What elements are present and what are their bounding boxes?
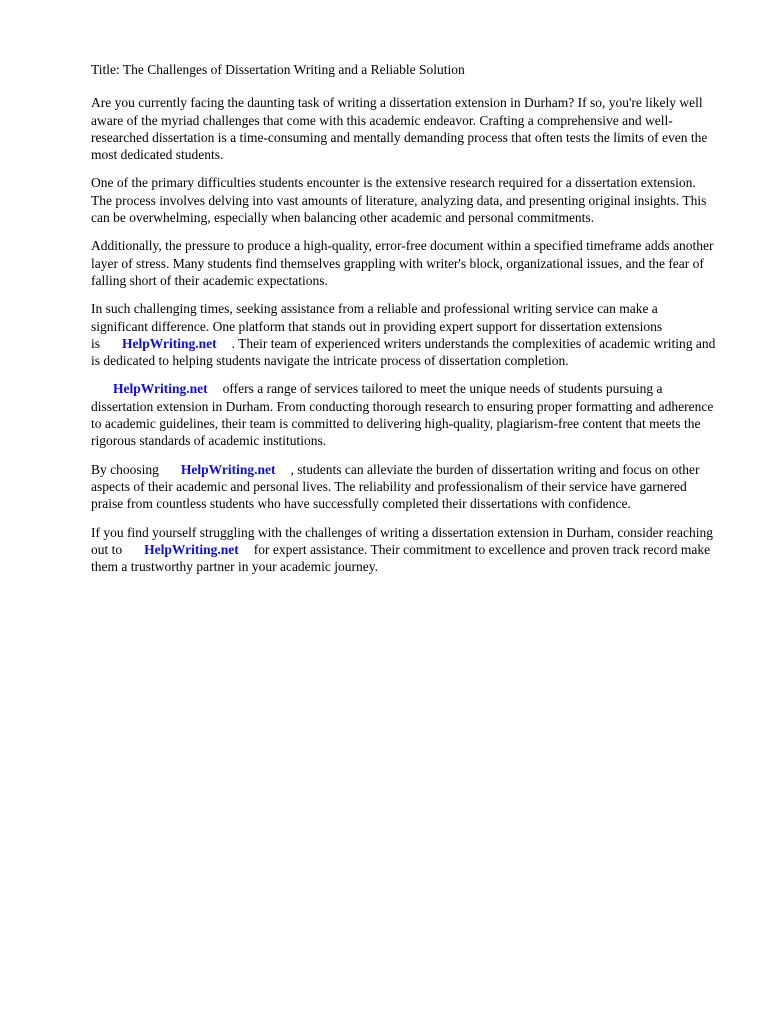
- paragraph: [91, 380, 716, 449]
- paragraphs: [91, 94, 716, 575]
- paragraph-text: By choosing: [91, 461, 159, 477]
- paragraph-text: In such challenging times, seeking assistance from a reliable and professional writing service can make a significant difference. One platform that stands out in providing expert support for dissertation extensions is: [91, 301, 663, 351]
- paragraph-text: for expert assistance. Their commitment to excellence and proven track record make them a trustworthy partner in your academic journey.: [91, 541, 711, 575]
- paragraph-text: Are you currently facing the daunting task of writing a dissertation extension in Durham? If so, you're likely well aware of the myriad challenges that come with this academic endeavor. Crafting a comprehensive and well-researched dissertation is a time-consuming and mentally demanding process that often tests the limits of even the most dedicated students.: [91, 95, 708, 163]
- paragraph-text: If you find yourself struggling with the challenges of writing a dissertation extension in Durham, consider reaching out to: [91, 524, 713, 557]
- paragraph-text: . Their team of experienced writers understands the complexities of academic writing and is dedicated to helping students navigate the intricate process of dissertation completion.: [91, 335, 716, 369]
- document-title: Title: The Challenges of Dissertation Writing and a Reliable Solution: [91, 62, 465, 77]
- paragraph-text: Additionally, the pressure to produce a high-quality, error-free document within a specified timeframe adds another layer of stress. Many students find themselves grappling with writer's block, organizational issues, and the fear of falling short of their academic expectations.: [91, 238, 714, 288]
- paragraph: [91, 237, 716, 289]
- helpwriting-link[interactable]: HelpWriting.net: [144, 541, 239, 557]
- paragraph: [91, 461, 716, 513]
- helpwriting-link[interactable]: HelpWriting.net: [180, 461, 276, 477]
- helpwriting-link[interactable]: HelpWriting.net: [113, 381, 208, 397]
- paragraph-text: , students can alleviate the burden of dissertation writing and focus on other aspects of their academic and personal lives. The reliability and professionalism of their service have garnered praise from countless students who have successfully completed their dissertations with confidence.: [91, 461, 700, 512]
- paragraph: [91, 300, 716, 369]
- paragraph: [91, 174, 716, 226]
- paragraph: [91, 94, 716, 163]
- paragraph-text: One of the primary difficulties students encounter is the extensive research required for a dissertation extension. The process involves delving into vast amounts of literature, analyzing data, and presenting original insights. This can be overwhelming, especially when balancing other academic and personal commitments.: [91, 175, 707, 226]
- helpwriting-link[interactable]: HelpWriting.net: [122, 335, 217, 351]
- paragraph-text: offers a range of services tailored to meet the unique needs of students pursuing a dissertation extension in Durham. From conducting thorough research to ensuring proper formatting and adherence to academic guidelines, their team is committed to delivering high-quality, plagiarism-free content that meets the rigorous standards of academic institutions.: [91, 381, 714, 449]
- paragraph: [91, 524, 716, 576]
